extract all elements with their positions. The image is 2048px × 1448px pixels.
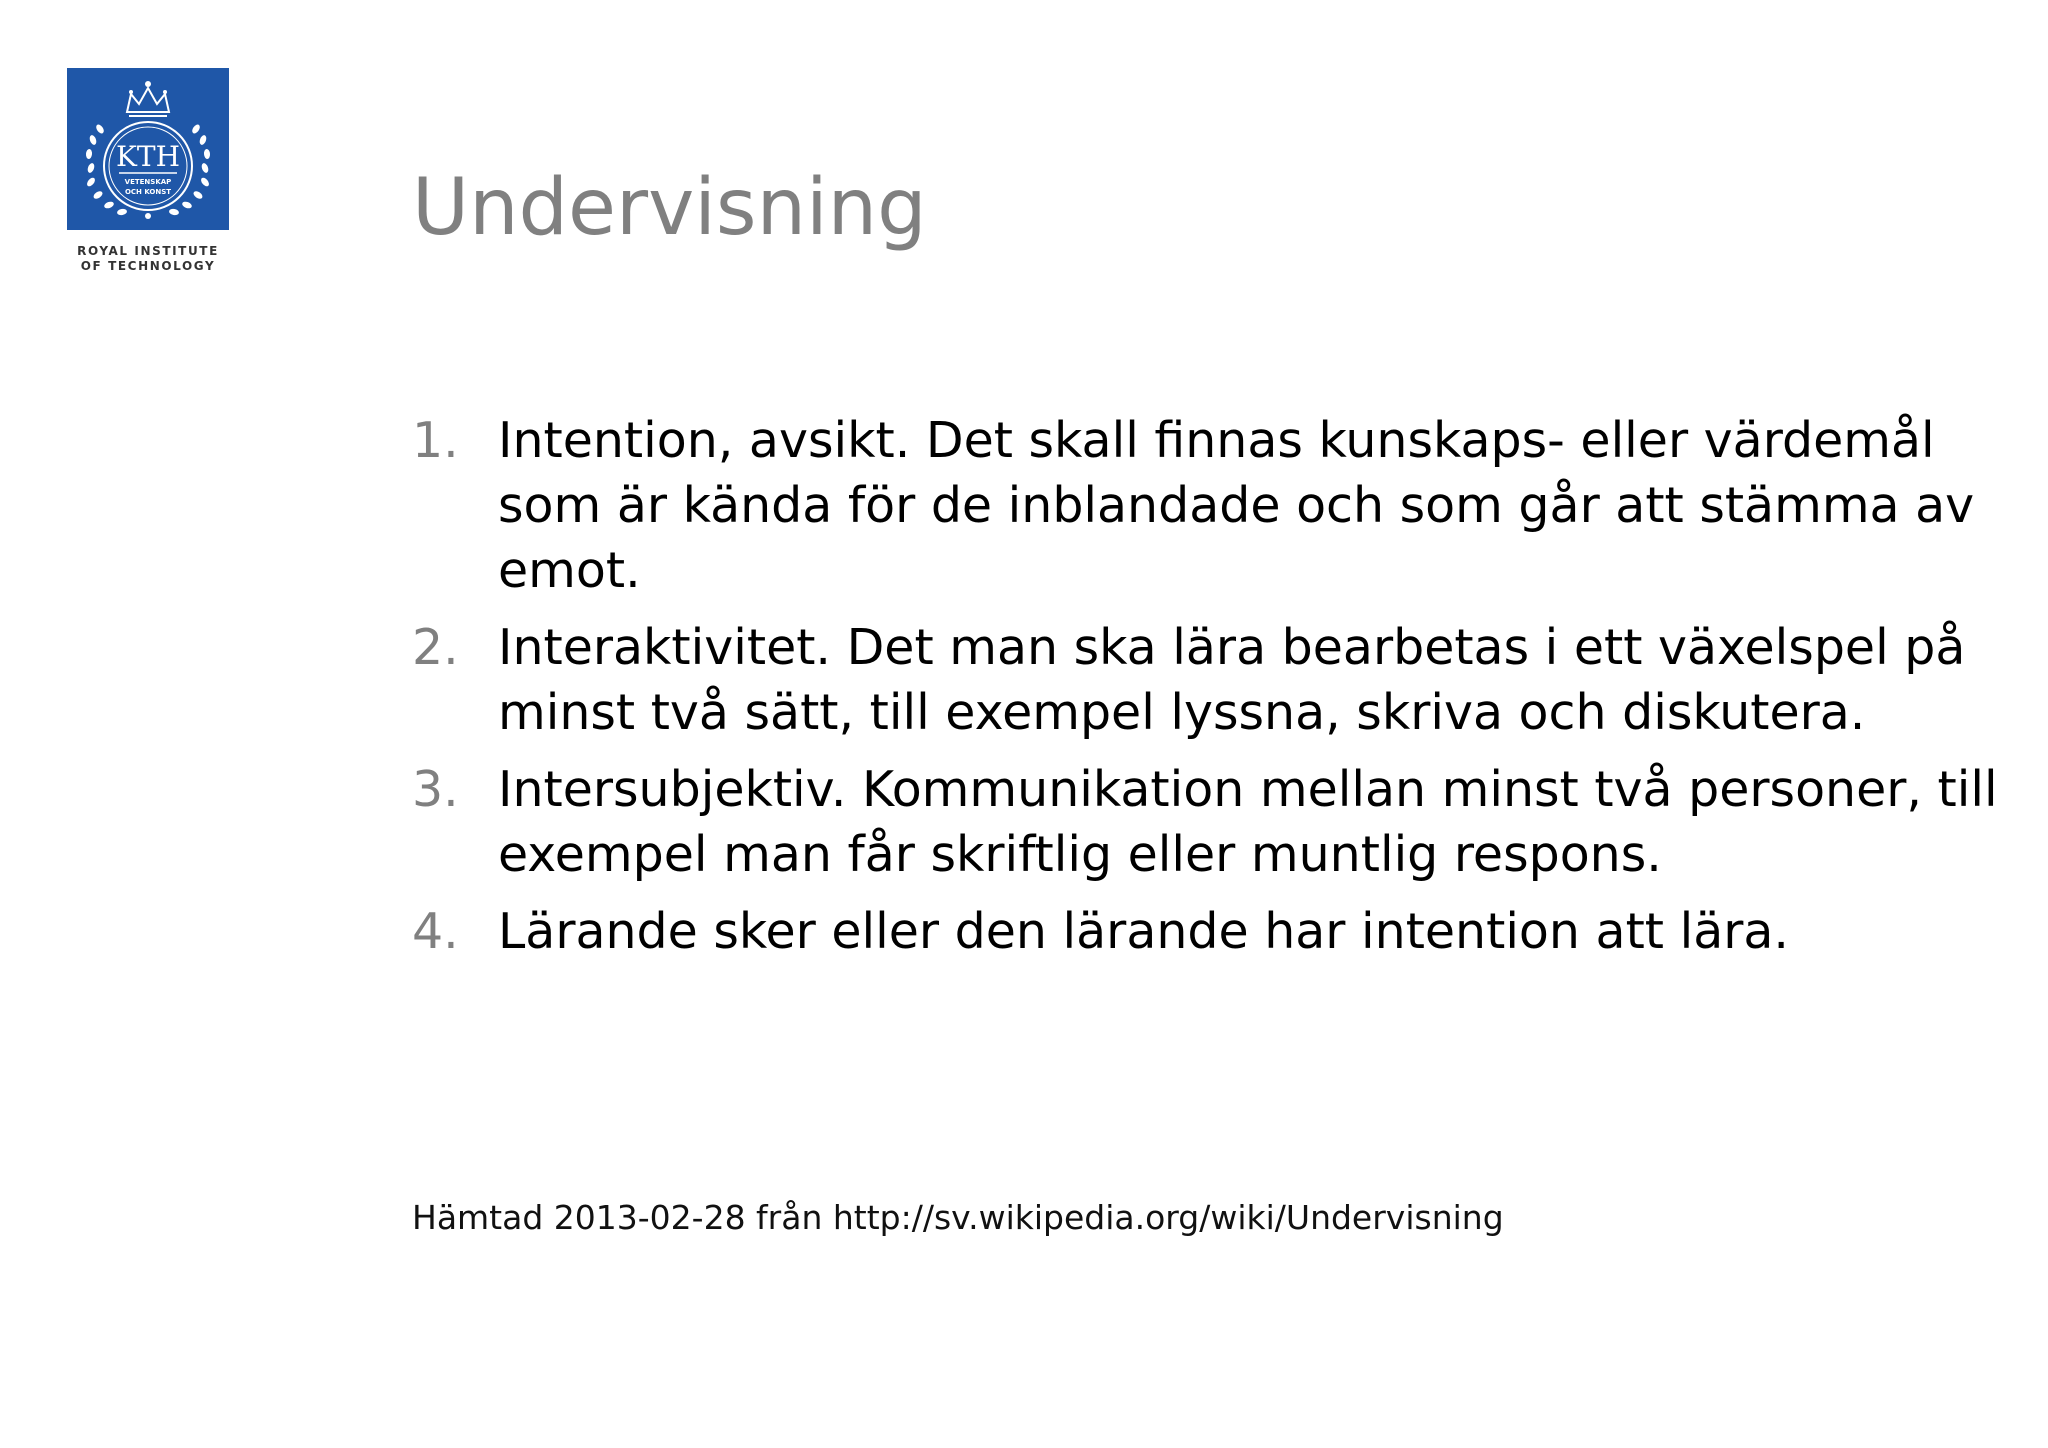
list-item-text: Interaktivitet. Det man ska lära bearbetas i ett växelspel på minst två sätt, till exempel lyssna, skriva och diskutera. [498, 619, 1966, 741]
list-item-number: 4. [412, 903, 459, 960]
kth-logo [67, 68, 229, 274]
logo-caption [67, 244, 229, 274]
logo-motto-line2: OCH KONST [124, 188, 172, 196]
list-item [412, 899, 2012, 964]
list-item-number: 1. [412, 412, 459, 469]
logo-caption-line2: OF TECHNOLOGY [80, 259, 216, 273]
logo-caption-line1: ROYAL INSTITUTE [77, 244, 219, 258]
slide-title: Undervisning [412, 163, 927, 253]
list-item [412, 615, 2012, 745]
list-item-number: 3. [412, 761, 459, 818]
kth-logo-emblem [67, 68, 229, 230]
numbered-list [412, 408, 2012, 976]
source-citation: Hämtad 2013-02-28 från http://sv.wikipedia.org/wiki/Undervisning [412, 1198, 1504, 1237]
crown-wreath-icon [67, 68, 229, 230]
list-item-text: Intention, avsikt. Det skall finnas kunskaps- eller värdemål som är kända för de inblandade och som går att stämma av emot. [498, 412, 1975, 599]
list-item [412, 408, 2012, 603]
logo-motto-line1: VETENSKAP [124, 178, 172, 186]
logo-mark-text: KTH [115, 140, 181, 173]
list-item-text: Intersubjektiv. Kommunikation mellan minst två personer, till exempel man får skriftlig eller muntlig respons. [498, 761, 1998, 883]
list-item [412, 757, 2012, 887]
list-item-text: Lärande sker eller den lärande har intention att lära. [498, 903, 1789, 960]
list-item-number: 2. [412, 619, 459, 676]
